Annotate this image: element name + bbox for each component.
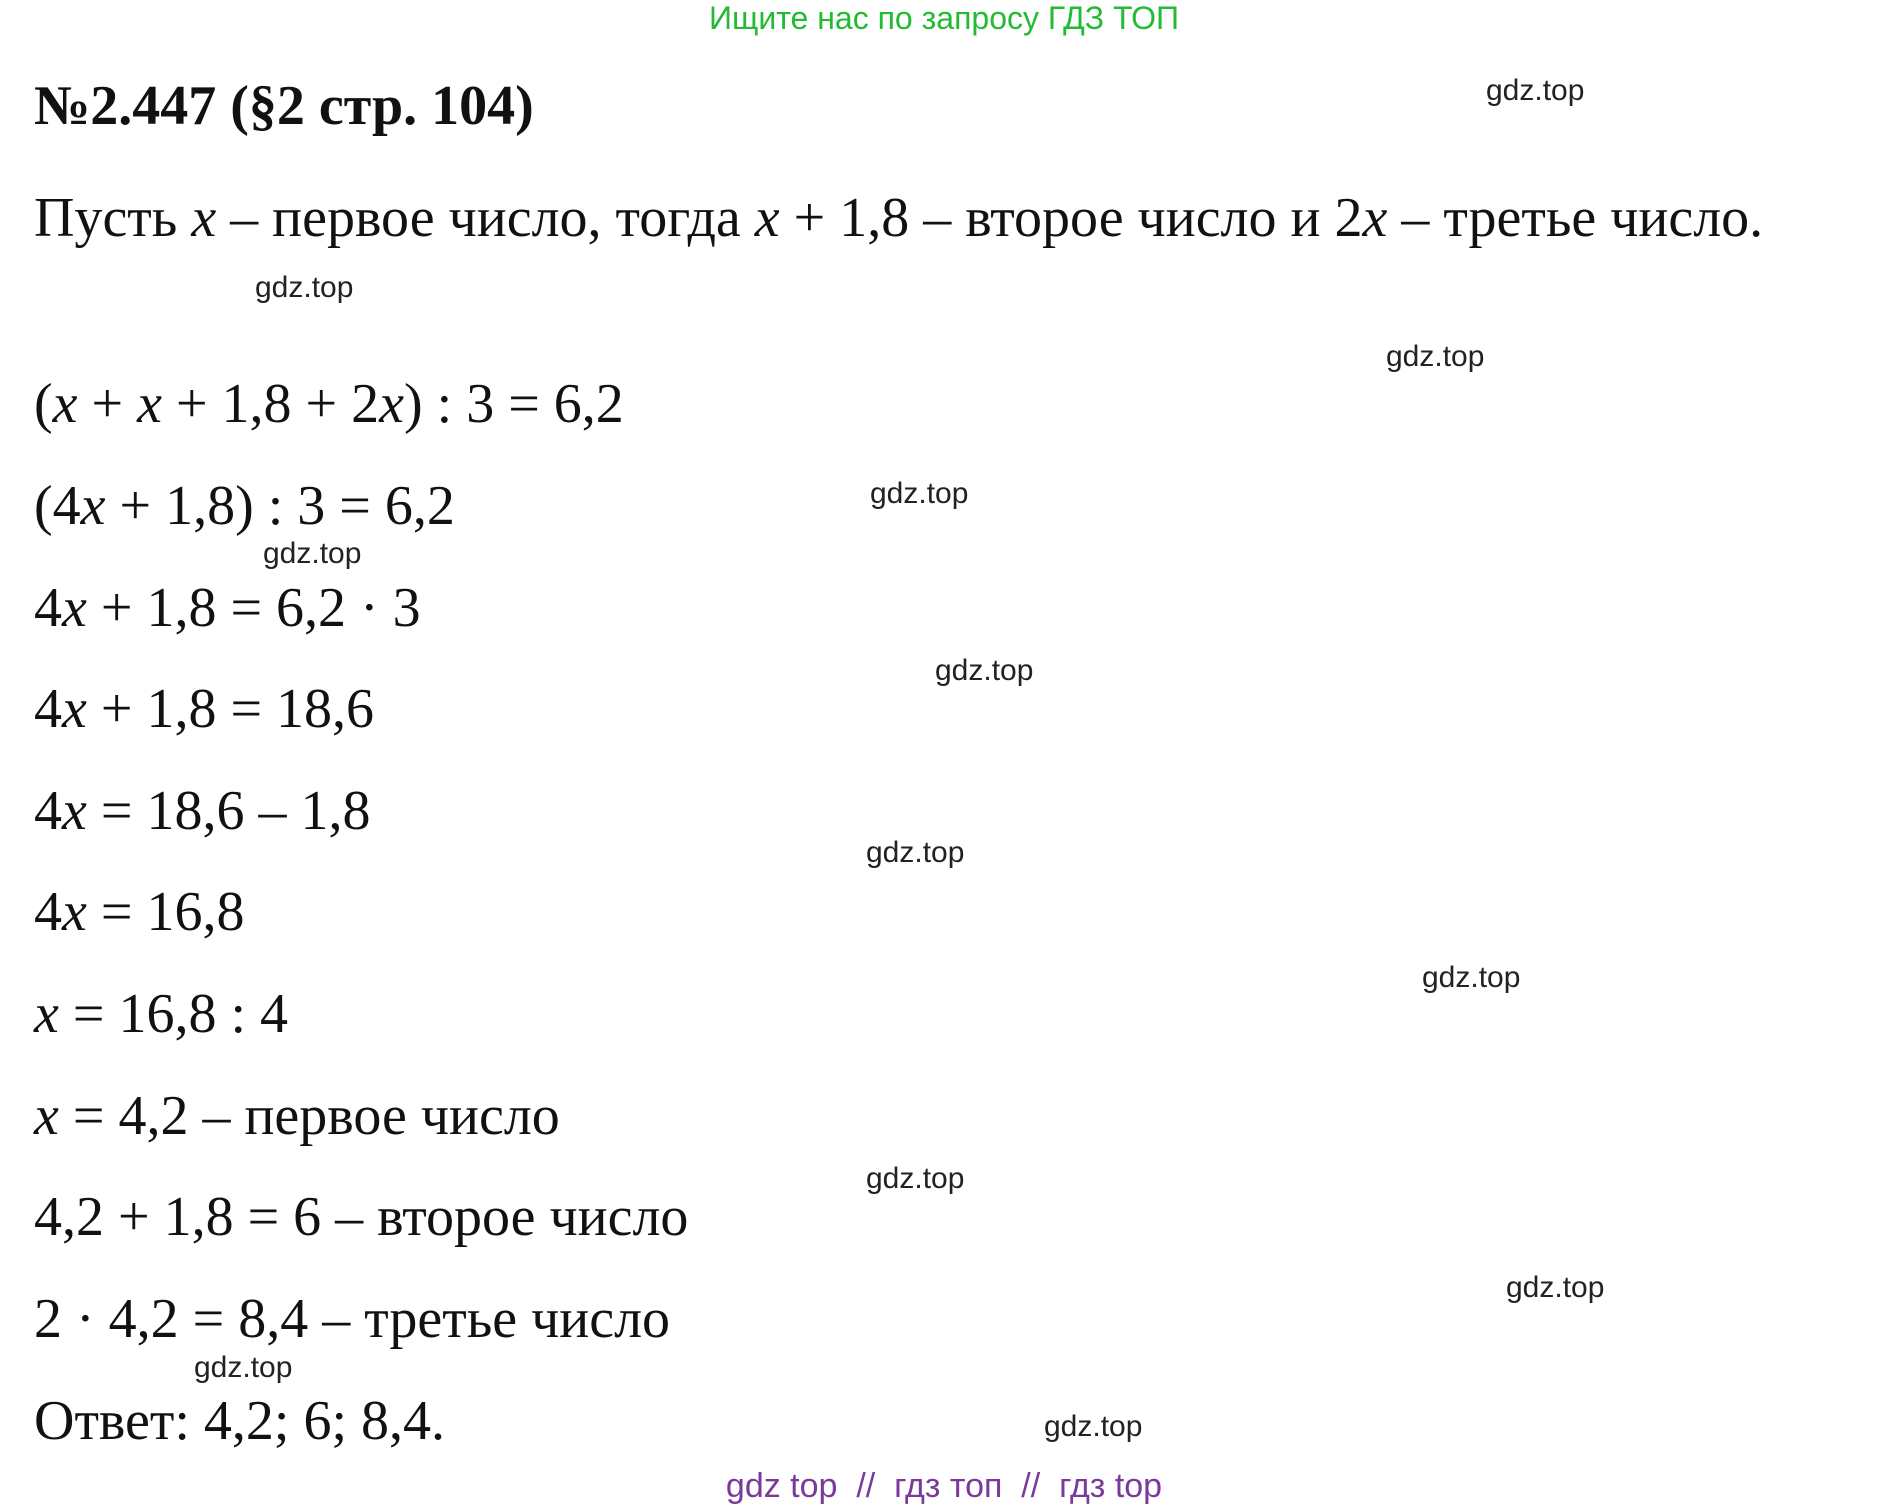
page-title: №2.447 (§2 стр. 104) xyxy=(34,75,534,137)
equation-6: 4x = 16,8 xyxy=(34,881,245,943)
equation-10: 2 · 4,2 = 8,4 – третье число xyxy=(34,1288,671,1350)
watermark: gdz.top xyxy=(1422,961,1521,994)
equation-7: x = 16,8 : 4 xyxy=(34,983,288,1045)
intro-paragraph: Пусть x – первое число, тогда x + 1,8 – второе число и 2x – третье число. xyxy=(34,187,1764,249)
watermark: gdz.top xyxy=(866,836,965,869)
top-banner: Ищите нас по запросу ГДЗ ТОП xyxy=(709,0,1179,36)
watermark: gdz.top xyxy=(1044,1410,1143,1443)
equation-1: (x + x + 1,8 + 2x) : 3 = 6,2 xyxy=(34,373,624,435)
watermark: gdz.top xyxy=(870,477,969,510)
watermark: gdz.top xyxy=(194,1351,293,1384)
watermark: gdz.top xyxy=(1386,340,1485,373)
watermark: gdz.top xyxy=(866,1162,965,1195)
equation-2: (4x + 1,8) : 3 = 6,2 xyxy=(34,475,455,537)
equation-9: 4,2 + 1,8 = 6 – второе число xyxy=(34,1186,689,1248)
answer-line: Ответ: 4,2; 6; 8,4. xyxy=(34,1390,446,1452)
equation-8: x = 4,2 – первое число xyxy=(34,1085,560,1147)
watermark: gdz.top xyxy=(1486,74,1585,107)
watermark: gdz.top xyxy=(263,537,362,570)
equation-5: 4x = 18,6 – 1,8 xyxy=(34,780,371,842)
equation-3: 4x + 1,8 = 6,2 · 3 xyxy=(34,577,421,639)
equation-4: 4x + 1,8 = 18,6 xyxy=(34,678,375,740)
watermark: gdz.top xyxy=(935,654,1034,687)
watermark: gdz.top xyxy=(1506,1271,1605,1304)
watermark: gdz.top xyxy=(255,271,354,304)
footer-links: gdz top // гдз топ // гдз top xyxy=(725,1467,1163,1505)
